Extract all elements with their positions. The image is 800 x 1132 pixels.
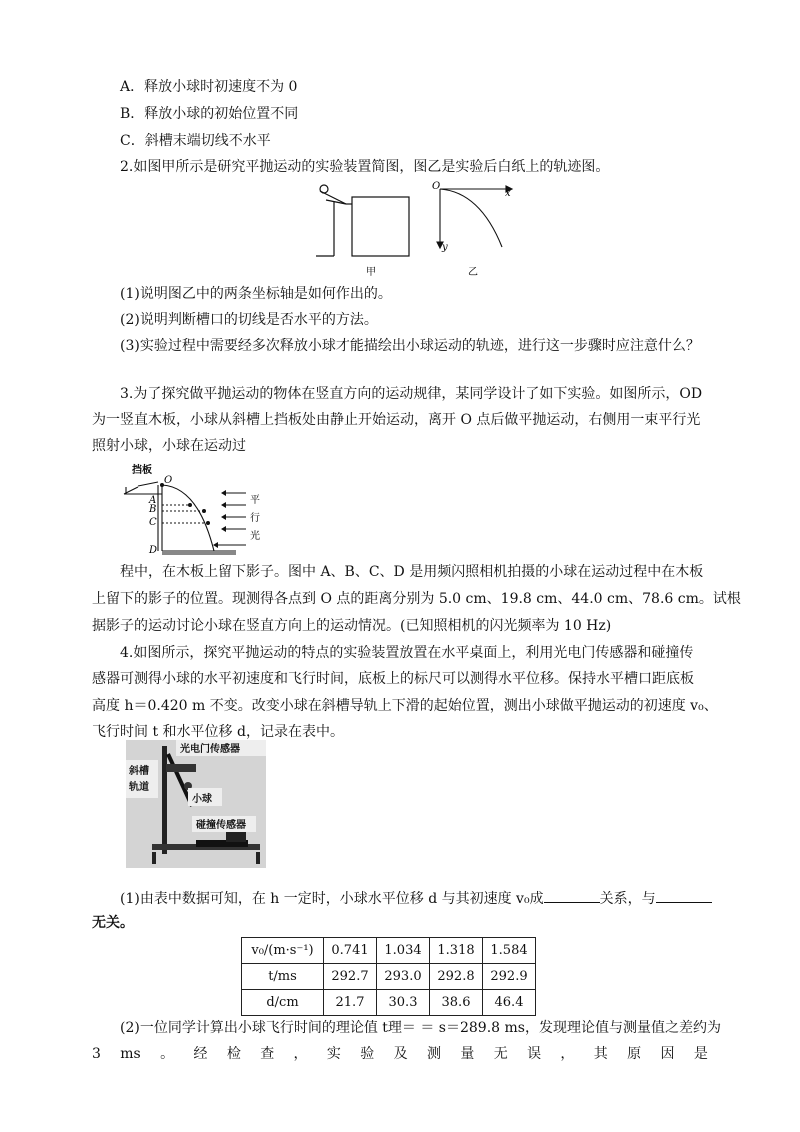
- q3-line5: 上留下的影子的位置。现测得各点到 O 点的距离分别为 5.0 cm、19.8 cm、44.0 cm、78.6 cm。试根: [92, 591, 741, 607]
- gate-sensor-label: 光电门传感器: [180, 744, 240, 755]
- q3-line3: 照射小球，小球在运动过: [92, 438, 246, 454]
- justified-glyph: 误: [527, 1046, 542, 1062]
- q3-line1: 3.为了探究做平抛运动的物体在竖直方向的运动规律，某同学设计了如下实验。如图所示，OD: [120, 386, 703, 402]
- justified-glyph: ，: [293, 1046, 308, 1062]
- ball-shadow-icon: [202, 509, 206, 513]
- table-cell: 292.7: [324, 964, 377, 990]
- collision-sensor-label: 碰撞传感器: [196, 820, 246, 831]
- table-row: [242, 964, 536, 990]
- table-cell: 1.034: [377, 938, 430, 964]
- option-c: C．斜槽末端切线不水平: [120, 133, 271, 149]
- table-cell: 293.0: [377, 964, 430, 990]
- justified-glyph: ，: [560, 1046, 575, 1062]
- q4-sub1-line: [120, 889, 712, 909]
- light-label-1: 平: [250, 495, 260, 506]
- q2-sub2: (2)说明判断槽口的切线是否水平的方法。: [120, 312, 378, 328]
- table-row: [242, 990, 536, 1016]
- trajectory-diagram: [437, 186, 512, 248]
- justified-glyph: 是: [693, 1046, 708, 1062]
- q4-line1: 4.如图所示，探究平抛运动的特点的实验装置放置在水平桌面上，利用光电门传感器和碰撞传: [120, 645, 694, 661]
- table-row: [242, 938, 536, 964]
- justified-glyph: 原: [627, 1046, 642, 1062]
- origin-label: O: [432, 181, 441, 192]
- q2-figure: [300, 180, 530, 280]
- fig-jia-label: 甲: [366, 267, 376, 278]
- table-cell: 292.9: [483, 964, 536, 990]
- label-o: O: [164, 475, 173, 486]
- light-label-3: 光: [250, 531, 260, 542]
- header-d: d/cm: [242, 990, 324, 1016]
- justified-glyph: 其: [593, 1046, 608, 1062]
- baffle-label: 挡板: [132, 465, 152, 476]
- q4-sub1-end: 无关。: [92, 915, 134, 931]
- q2-sub3: (3)实验过程中需要经多次释放小球才能描绘出小球运动的轨迹，进行这一步骤时应注意什么？: [120, 338, 700, 354]
- q4-sub1-text-b: 关系，与: [599, 891, 656, 907]
- justified-glyph: ms: [120, 1046, 141, 1062]
- justified-glyph: 3: [92, 1046, 101, 1062]
- justified-glyph: 验: [360, 1046, 375, 1062]
- q2-stem: 2.如图甲所示是研究平抛运动的实验装置简图，图乙是实验后白纸上的轨迹图。: [120, 159, 610, 175]
- ball-label: 小球: [192, 794, 212, 805]
- label-d: D: [149, 545, 158, 556]
- justified-glyph: 经: [193, 1046, 208, 1062]
- header-t: t/ms: [242, 964, 324, 990]
- table-cell: 1.584: [483, 938, 536, 964]
- table-cell: 46.4: [483, 990, 536, 1016]
- header-v0: v₀/(m·s⁻¹): [242, 938, 324, 964]
- data-table: [241, 937, 536, 1016]
- justified-glyph: 测: [426, 1046, 441, 1062]
- q3-line4: 程中，在木板上留下影子。图中 A、B、C、D 是用频闪照相机拍摄的小球在运动过程中在木板: [120, 564, 704, 580]
- table-cell: 292.8: [430, 964, 483, 990]
- q4-sub1-text-a: (1)由表中数据可知，在 h 一定时，小球水平位移 d 与其初速度 v₀成: [120, 891, 544, 907]
- justified-glyph: 因: [660, 1046, 675, 1062]
- table-cell: 1.318: [430, 938, 483, 964]
- fig-yi-label: 乙: [468, 267, 478, 278]
- track-label-1: 斜槽: [129, 766, 149, 777]
- table-cell: 30.3: [377, 990, 430, 1016]
- x-axis-label: x: [505, 188, 511, 199]
- label-b: B: [149, 504, 157, 515]
- table-cell: 38.6: [430, 990, 483, 1016]
- option-a: A．释放小球时初速度不为 0: [120, 79, 298, 95]
- justified-glyph: 检: [226, 1046, 241, 1062]
- q3-line6: 据影子的运动讨论小球在竖直方向上的运动情况。(已知照相机的闪光频率为 10 Hz): [92, 618, 612, 634]
- table-cell: 21.7: [324, 990, 377, 1016]
- apparatus-photo: [126, 740, 266, 868]
- answer-blank-1[interactable]: [544, 890, 600, 903]
- justified-glyph: 。: [160, 1046, 175, 1062]
- q4-sub2-line1: (2)一位同学计算出小球飞行时间的理论值 t理＝ ＝ s＝289.8 ms，发现理论值与测量值之差约为: [120, 1020, 721, 1036]
- track-label-2: 轨道: [129, 782, 149, 793]
- justified-glyph: 实: [326, 1046, 341, 1062]
- q4-line3: 高度 h＝0.420 m 不变。改变小球在斜槽导轨上下滑的起始位置，测出小球做平抛运动的初速度 v₀、: [92, 698, 718, 714]
- ball-shadow-icon: [188, 503, 192, 507]
- q4-sub2-line2: [92, 1044, 708, 1064]
- label-a: A: [149, 495, 157, 506]
- option-b: B．释放小球的初始位置不同: [120, 106, 299, 122]
- label-c: C: [149, 517, 157, 528]
- q2-sub1: (1)说明图乙中的两条坐标轴是如何作出的。: [120, 286, 392, 302]
- answer-blank-2[interactable]: [656, 890, 712, 903]
- justified-glyph: 量: [460, 1046, 475, 1062]
- justified-glyph: 查: [260, 1046, 275, 1062]
- apparatus-diagram: [316, 185, 409, 256]
- light-label-2: 行: [250, 513, 260, 524]
- table-cell: 0.741: [324, 938, 377, 964]
- justified-glyph: 无: [493, 1046, 508, 1062]
- ball-shadow-icon: [206, 521, 210, 525]
- q3-figure: [118, 459, 268, 559]
- q4-line2: 感器可测得小球的水平初速度和飞行时间，底板上的标尺可以测得水平位移。保持水平槽口距底板: [92, 671, 694, 687]
- ground-hatch: [162, 551, 236, 555]
- q4-line4: 飞行时间 t 和水平位移 d，记录在表中。: [92, 724, 344, 740]
- justified-glyph: 及: [393, 1046, 408, 1062]
- y-axis-label: y: [442, 242, 448, 253]
- q3-line2: 为一竖直木板，小球从斜槽上挡板处由静止开始运动，离开 O 点后做平抛运动，右侧用一束平行光: [92, 412, 701, 428]
